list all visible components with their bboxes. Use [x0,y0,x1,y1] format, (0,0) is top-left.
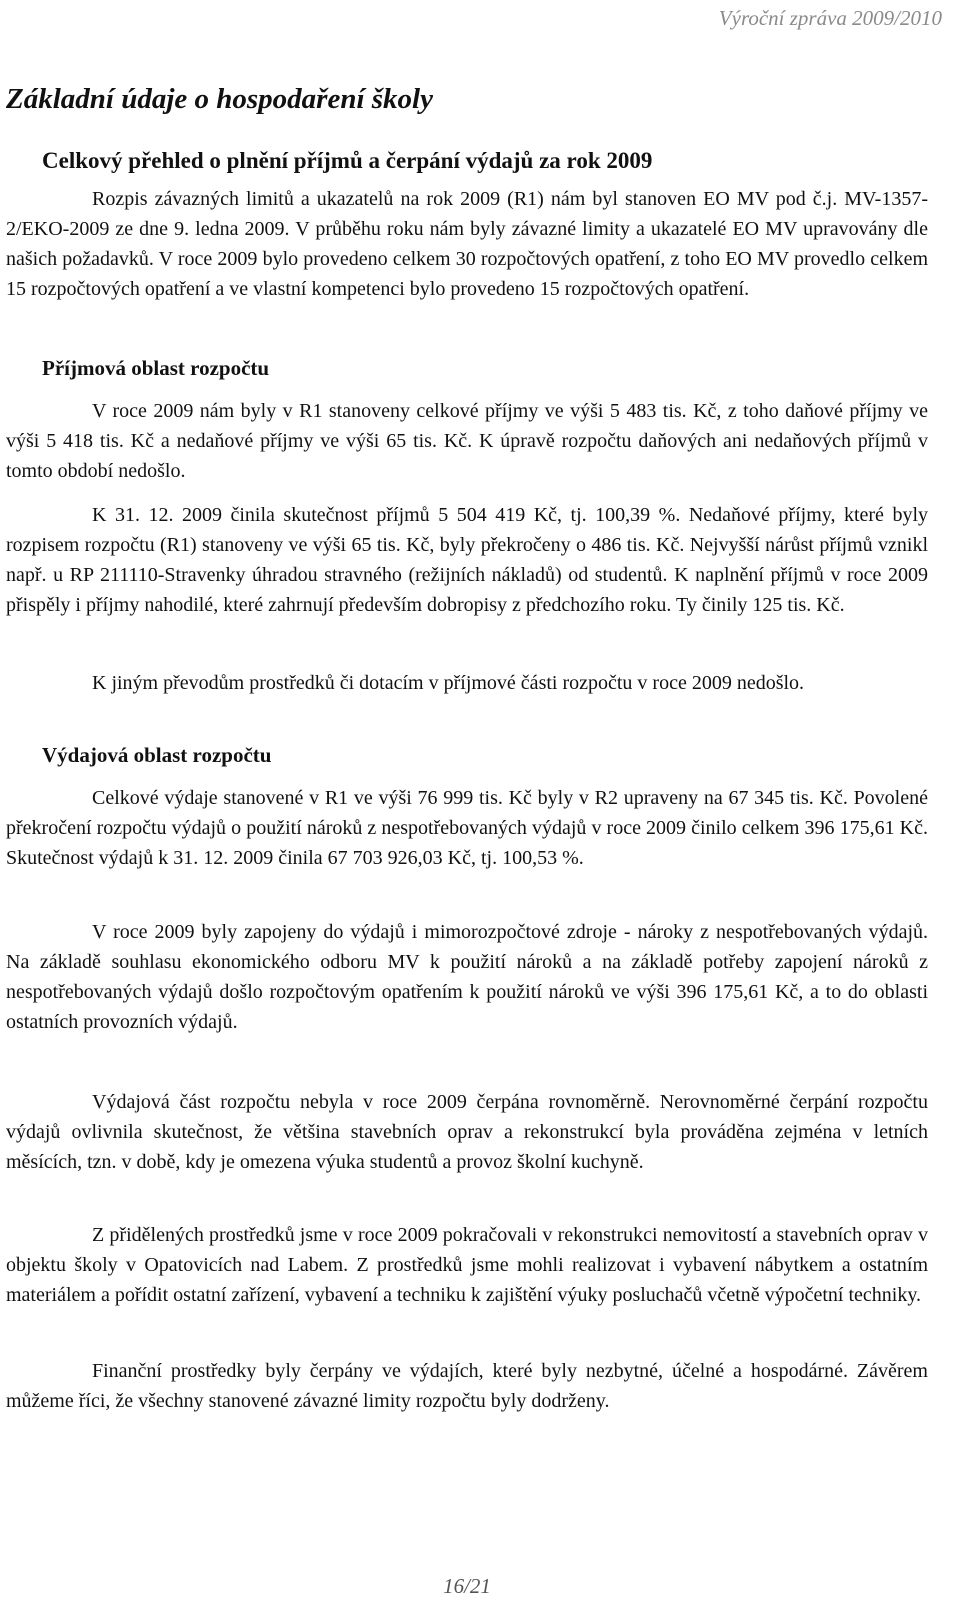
intro-paragraph: Rozpis závazných limitů a ukazatelů na rok 2009 (R1) nám byl stanoven EO MV pod č.j. MV-1357-2/EKO-2009 ze dne 9. ledna 2009. V průběhu roku nám byly závazné limity a ukazatelé EO MV upravovány dle našich požadavků. V roce 2009 bylo provedeno celkem 30 rozpočtových opatření, z toho EO MV provedlo celkem 15 rozpočtových opatření a ve vlastní kompetenci bylo provedeno 15 rozpočtových opatření. [6,188,928,300]
expense-heading: Výdajová oblast rozpočtu [42,743,272,767]
expense-paragraph-3: Výdajová část rozpočtu nebyla v roce 2009 čerpána rovnoměrně. Nerovnoměrné čerpání rozpočtu výdajů ovlivnila skutečnost, že většina stavebních oprav a rekonstrukcí byla prováděna zejména v letních měsících, tzn. v době, kdy je omezena výuka studentů a provoz školní kuchyně. [6,1091,928,1173]
expense-paragraph-5: Finanční prostředky byly čerpány ve výdajích, které byly nezbytné, účelné a hospodárné. Závěrem můžeme říci, že všechny stanovené závazné limity rozpočtu byly dodrženy. [6,1360,928,1412]
income-heading: Příjmová oblast rozpočtu [42,356,270,380]
page-title: Základní údaje o hospodaření školy [6,83,433,115]
expense-paragraph-4: Z přidělených prostředků jsme v roce 2009 pokračovali v rekonstrukci nemovitostí a stavebních oprav v objektu školy v Opatovicích nad Labem. Z prostředků jsme mohli realizovat i vybavení nábytkem a ostatním materiálem a pořídit ostatní zařízení, vybavení a techniku k zajištění výuky posluchačů včetně výpočetní techniky. [6,1224,928,1306]
income-paragraph-2: K 31. 12. 2009 činila skutečnost příjmů 5 504 419 Kč, tj. 100,39 %. Nedaňové příjmy, které byly rozpisem rozpočtu (R1) stanoveny ve výši 65 tis. Kč, byly překročeny o 486 tis. Kč. Nejvyšší nárůst příjmů vznikl např. u RP 211110-Stravenky úhradou stravného (režijních nákladů) od studentů. K naplnění příjmů v roce 2009 přispěly i příjmy nahodilé, které zahrnují především dobropisy z předchozího roku. Ty činily 125 tis. Kč. [6,504,928,616]
overview-heading: Celkový přehled o plnění příjmů a čerpání výdajů za rok 2009 [42,148,653,173]
report-header: Výroční zpráva 2009/2010 [718,6,942,30]
expense-paragraph-1: Celkové výdaje stanovené v R1 ve výši 76 999 tis. Kč byly v R2 upraveny na 67 345 tis. Kč. Povolené překročení rozpočtu výdajů o použití nároků z nespotřebovaných výdajů v roce 2009 činilo celkem 396 175,61 Kč. Skutečnost výdajů k 31. 12. 2009 činila 67 703 926,03 Kč, tj. 100,53 %. [6,787,928,869]
expense-paragraph-2: V roce 2009 byly zapojeny do výdajů i mimorozpočtové zdroje - nároky z nespotřebovaných výdajů. Na základě souhlasu ekonomického odboru MV k použití nároků a na základě potřeby zapojení nároků z nespotřebovaných výdajů došlo rozpočtovým opatřením k použití nároků ve výši 396 175,61 Kč, a to do oblasti ostatních provozních výdajů. [6,921,928,1033]
page-number: 16/21 [443,1574,491,1598]
income-paragraph-1: V roce 2009 nám byly v R1 stanoveny celkové příjmy ve výši 5 483 tis. Kč, z toho daňové příjmy ve výši 5 418 tis. Kč a nedaňové příjmy ve výši 65 tis. Kč. K úpravě rozpočtu daňových ani nedaňových příjmů v tomto období nedošlo. [6,400,928,482]
income-paragraph-3: K jiným převodům prostředků či dotacím v příjmové části rozpočtu v roce 2009 nedošlo. [92,672,805,694]
